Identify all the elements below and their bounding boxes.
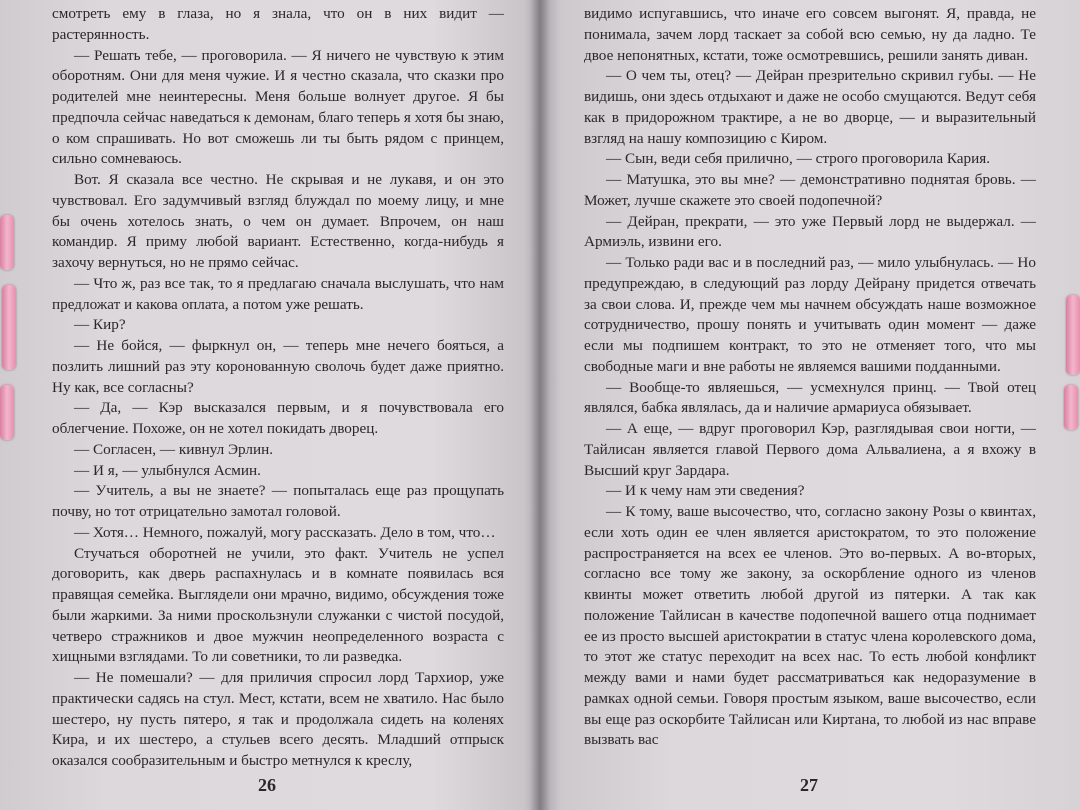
paragraph: видимо испугавшись, что иначе его совсем выгонят. Я, правда, не понимала, зачем лорд таскает за собой всю семью, ну да ладно. Те двое непонятных, кстати, тоже осмотревшись, решили занять диван. (584, 5, 1036, 64)
bookmark-clip (2, 285, 16, 370)
page-number-left: 26 (258, 775, 276, 795)
paragraph: — Решать тебе, — проговорила. — Я ничего не чувствую к этим оборотням. Они для меня чужие. И я честно сказала, что сказки про родителей мне неинтересны. Меня больше волнует другое. Я бы предпочла сейчас наведаться к демонам, благо теперь я хотя бы знаю, о ком спрашивать. Но вот сможешь ли ты быть рядом с принцем, сильно сомневаюсь. (52, 46, 504, 168)
bookmark-clip (1064, 385, 1078, 430)
paragraph: — Дейран, прекрати, — это уже Первый лорд не выдержал. — Армиэль, извини его. (584, 212, 1036, 251)
paragraph: — Не бойся, — фыркнул он, — теперь мне нечего бояться, а позлить лишний раз эту коронованную сволочь будет даже приятно. Ну как, все согласны? (52, 337, 504, 396)
paragraph: — Да, — Кэр высказался первым, и я почувствовала его облегчение. Похоже, он не хотел покидать дворец. (52, 399, 504, 437)
right-page-text (584, 4, 1036, 751)
paragraph: — Что ж, раз все так, то я предлагаю сначала выслушать, что нам предложат и какова оплата, а потом уже решать. (52, 274, 504, 313)
bookmark-clip (0, 385, 14, 440)
bookmark-clip (1066, 295, 1080, 375)
paragraph: — Хотя… Немного, пожалуй, могу рассказать. Дело в том, что… (74, 523, 496, 541)
paragraph: — А еще, — вдруг проговорил Кэр, разглядывая свои ногти, — Тайлисан является главой Первого дома Альвалиена, а я вхожу в Высший круг Зардара. (584, 420, 1036, 479)
paragraph: — Вообще-то являешься, — усмехнулся принц. — Твой отец являлся, бабка являлась, да и наличие армариуса обязывает. (584, 378, 1036, 417)
paragraph: — Согласен, — кивнул Эрлин. (74, 440, 274, 458)
paragraph: — И к чему нам эти сведения? (606, 482, 805, 500)
left-page-text (52, 4, 504, 772)
right-page (540, 0, 1080, 810)
bookmark-clip (0, 215, 14, 270)
paragraph: — О чем ты, отец? — Дейран презрительно скривил губы. — Не видишь, они здесь отдыхают и даже не особо смущаются. Ведут себя как в придорожном трактире, а не во дворце, — и выразительный взгляд на нашу композицию с Киром. (584, 67, 1036, 147)
paragraph: — И я, — улыбнулся Асмин. (74, 461, 261, 479)
paragraph: Вот. Я сказала все честно. Не скрывая и не лукавя, и он это чувствовал. Его задумчивый взгляд блуждал по моему лицу, и мне бы очень хотелось знать, о чем он думает. Впрочем, он наш командир. Я приму любой вариант. Естественно, когда-нибудь я захочу вернуться, но не прямо сейчас. (52, 171, 504, 271)
page-number-right: 27 (800, 775, 818, 795)
paragraph: — К тому, ваше высочество, что, согласно закону Розы о квинтах, если хоть один ее член является аристократом, то это положение распространяется на всех ее членов. Это во-первых. А во-вторых, согласно все тому же закону, за оскорбление одного из членов квинты может ответить любой другой из пятерки. А так как положение Тайлисан в качестве подопечной вашего отца поднимает ее из просто высшей аристократии в статус члена королевского дома, то этот же статус переходит на всех нас. То есть любой конфликт между вами и нами будет рассматриваться как недоразумение в рамках одной семьи. Говоря простым языком, ваше высочество, если вы еще раз оскорбите Тайлисан или Киртана, то любой из нас вправе вызвать вас (584, 503, 1036, 749)
paragraph: — Не помешали? — для приличия спросил лорд Тархиор, уже практически садясь на стул. Мест, кстати, всем не хватило. Нас было шестеро, ну пусть пятеро, я так и продолжала сидеть на коленях Кира, и их шестеро, а стульев всего десять. Младший отпрыск оказался сообразительным и быстро метнулся к креслу, (52, 669, 504, 769)
paragraph: — Только ради вас и в последний раз, — мило улыбнулась. — Но предупреждаю, в следующий раз лорду Дейрану придется отвечать за свои слова. И, прежде чем мы начнем обсуждать наше возможное сотрудничество, прошу понять и учитывать один момент — даже если мы подпишем контракт, то это не отменяет того, что мы свободные маги и вне работы не являемся вашими подданными. (584, 254, 1036, 375)
book-spine-shadow (530, 0, 550, 810)
paragraph: Стучаться оборотней не учили, это факт. Учитель не успел договорить, как дверь распахнулась и в комнате появилась вся правящая семейка. Выглядели они мрачно, видимо, обсуждения тоже были жаркими. За ними проскользнули служанки с чистой посудой, четверо стражников и двое мужчин неопределенного возраста с хищными взглядами. То ли советники, то ли разведка. (52, 544, 504, 666)
paragraph: — Матушка, это вы мне? — демонстративно поднятая бровь. — Может, лучше скажете это своей подопечной? (584, 171, 1036, 209)
paragraph: — Сын, веди себя прилично, — строго проговорила Кария. (606, 150, 991, 168)
paragraph: — Учитель, а вы не знаете? — попыталась еще раз прощупать почву, но тот отрицательно замотал головой. (52, 482, 504, 520)
paragraph: — Кир? (74, 316, 126, 334)
paragraph: смотреть ему в глаза, но я знала, что он в них видит — растерянность. (52, 5, 504, 43)
